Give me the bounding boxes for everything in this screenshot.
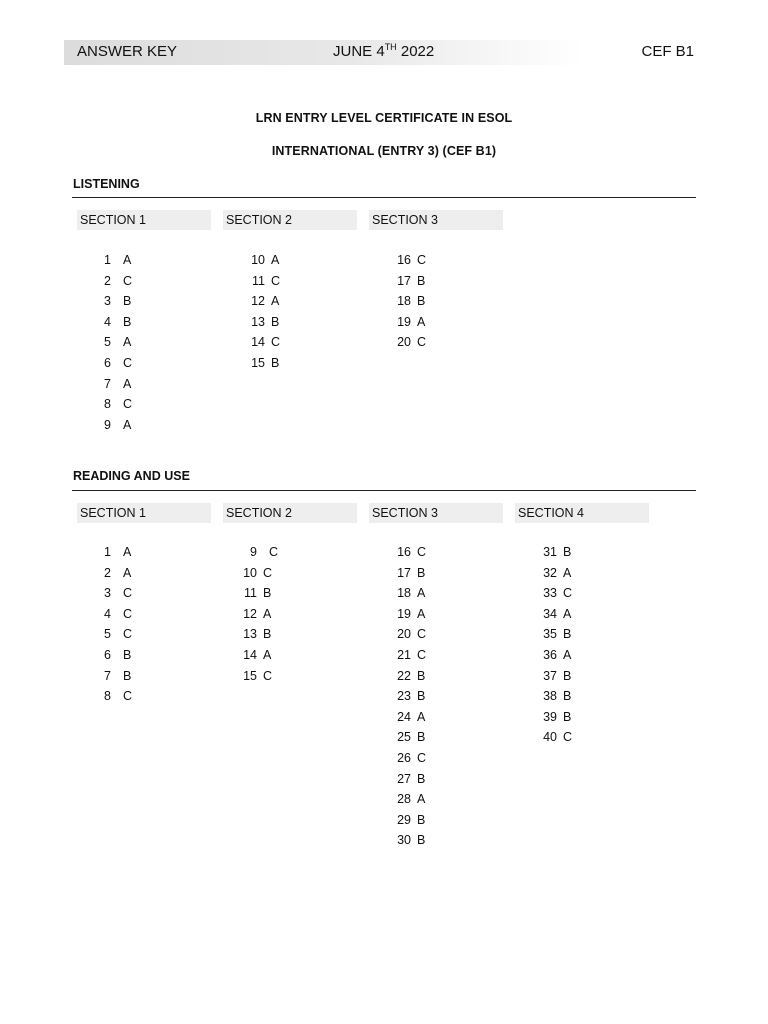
question-number: 6 [104, 355, 111, 370]
answer-row [91, 355, 171, 376]
question-number: 5 [104, 335, 111, 350]
question-number: 20 [397, 335, 411, 350]
answer-letter: B [563, 545, 572, 559]
question-number: 19 [397, 314, 411, 329]
answer-row [391, 585, 471, 606]
answer-letter: B [417, 812, 426, 827]
question-number: 2 [104, 565, 111, 580]
answer-row [245, 334, 325, 355]
answer-row [237, 544, 317, 565]
question-number: 39 [543, 709, 557, 724]
answer-letter: A [123, 335, 132, 350]
question-number: 33 [543, 586, 557, 601]
question-number: 30 [397, 833, 411, 848]
question-number: 4 [104, 606, 111, 621]
answer-row [245, 314, 325, 335]
answer-row [391, 606, 471, 627]
question-number: 7 [104, 376, 111, 391]
listening-section-3-header: SECTION 3 [369, 210, 503, 230]
answer-letter: C [271, 335, 281, 350]
answer-letter: A [271, 253, 280, 267]
answer-row [91, 688, 171, 709]
question-number: 14 [251, 335, 265, 350]
question-number: 14 [243, 647, 257, 662]
question-number: 13 [243, 627, 257, 642]
answer-letter: B [123, 668, 132, 683]
answer-row [91, 544, 171, 565]
question-number: 29 [397, 812, 411, 827]
answer-letter: C [417, 627, 427, 642]
answer-letter: C [123, 355, 133, 370]
question-number: 12 [243, 606, 257, 621]
answer-letter: A [123, 253, 132, 267]
answer-row [391, 832, 471, 853]
answer-letter: B [417, 294, 426, 309]
answer-row [391, 544, 471, 565]
answer-letter: B [563, 627, 572, 642]
listening-section-3-answers [391, 252, 471, 355]
answer-letter: B [417, 771, 426, 786]
answer-letter: B [123, 314, 132, 329]
question-number: 17 [397, 565, 411, 580]
question-number: 3 [104, 586, 111, 601]
answer-letter: A [123, 565, 132, 580]
question-number: 16 [397, 545, 411, 559]
answer-row [91, 396, 171, 417]
answer-letter: B [417, 730, 426, 745]
answer-letter: A [123, 545, 132, 559]
answer-row [237, 668, 317, 689]
answer-row [537, 544, 617, 565]
question-number: 32 [543, 565, 557, 580]
question-number: 1 [104, 545, 111, 559]
reading-section-3-answers [391, 544, 471, 853]
listening-section-1-answers [91, 252, 171, 437]
answer-letter: A [123, 417, 132, 432]
answer-row [237, 647, 317, 668]
answer-row [91, 668, 171, 689]
question-number: 1 [104, 253, 111, 267]
answer-letter: A [123, 376, 132, 391]
answer-letter: C [123, 606, 133, 621]
answer-row [245, 252, 325, 273]
question-number: 37 [543, 668, 557, 683]
listening-rule [72, 197, 696, 198]
question-number: 31 [543, 545, 557, 559]
answer-row [391, 729, 471, 750]
answer-letter: B [563, 709, 572, 724]
answer-letter: C [123, 689, 133, 704]
answer-row [537, 606, 617, 627]
question-number: 2 [104, 273, 111, 288]
answer-row [391, 688, 471, 709]
question-number: 11 [244, 586, 257, 601]
question-number: 17 [397, 273, 411, 288]
answer-letter: A [563, 606, 572, 621]
answer-row [91, 252, 171, 273]
header-date-prefix: JUNE 4 [333, 43, 385, 60]
answer-row [391, 750, 471, 771]
answer-row [91, 565, 171, 586]
header-date-sup: TH [384, 42, 397, 52]
question-number: 16 [397, 253, 411, 267]
question-number: 27 [397, 771, 411, 786]
question-number: 28 [397, 792, 411, 807]
header-date [333, 43, 434, 61]
answer-letter: C [563, 730, 573, 745]
answer-letter: A [417, 586, 426, 601]
answer-letter: B [417, 273, 426, 288]
question-number: 15 [251, 355, 265, 370]
answer-row [391, 668, 471, 689]
answer-row [537, 729, 617, 750]
answer-row [237, 626, 317, 647]
question-number: 8 [104, 689, 111, 704]
question-number: 15 [243, 668, 257, 683]
answer-row [537, 585, 617, 606]
reading-section-3-header: SECTION 3 [369, 503, 503, 523]
answer-letter: B [263, 627, 272, 642]
answer-letter: B [417, 689, 426, 704]
answer-row [391, 252, 471, 273]
answer-letter: B [563, 668, 572, 683]
question-number: 8 [104, 397, 111, 412]
listening-section-2-answers [245, 252, 325, 376]
answer-letter: B [417, 668, 426, 683]
answer-row [537, 565, 617, 586]
answer-letter: A [417, 314, 426, 329]
question-number: 11 [252, 273, 265, 288]
answer-letter: C [263, 565, 273, 580]
answer-letter: A [417, 709, 426, 724]
question-number: 18 [397, 586, 411, 601]
answer-row [245, 273, 325, 294]
answer-row [91, 314, 171, 335]
answer-row [237, 565, 317, 586]
answer-row [391, 314, 471, 335]
header-date-suffix: 2022 [396, 43, 435, 60]
question-number: 35 [543, 627, 557, 642]
answer-letter: B [271, 314, 280, 329]
question-number: 18 [397, 294, 411, 309]
answer-row [91, 647, 171, 668]
answer-row [391, 791, 471, 812]
answer-letter: C [269, 545, 279, 559]
answer-letter: A [263, 606, 272, 621]
answer-row [91, 376, 171, 397]
reading-section-2-header: SECTION 2 [223, 503, 357, 523]
answer-row [391, 626, 471, 647]
question-number: 4 [104, 314, 111, 329]
header-answer-key: ANSWER KEY [77, 43, 178, 60]
answer-row [391, 709, 471, 730]
question-number: 20 [397, 627, 411, 642]
reading-section-1-header: SECTION 1 [77, 503, 211, 523]
reading-section-4-answers [537, 544, 617, 750]
question-number: 40 [543, 730, 557, 745]
answer-letter: B [417, 833, 426, 848]
answer-row [237, 585, 317, 606]
answer-row [391, 273, 471, 294]
answer-letter: A [563, 647, 572, 662]
question-number: 22 [397, 668, 411, 683]
answer-letter: A [271, 294, 280, 309]
answer-letter: C [123, 397, 133, 412]
question-number: 21 [397, 647, 411, 662]
listening-section-1-header: SECTION 1 [77, 210, 211, 230]
answer-letter: A [263, 647, 272, 662]
question-number: 26 [397, 750, 411, 765]
answer-letter: A [417, 606, 426, 621]
reading-section-1-answers [91, 544, 171, 709]
answer-letter: C [417, 545, 427, 559]
question-number: 7 [104, 668, 111, 683]
answer-row [91, 417, 171, 438]
answer-letter: C [417, 253, 427, 267]
answer-row [91, 293, 171, 314]
answer-row [245, 293, 325, 314]
answer-row [391, 565, 471, 586]
answer-row [391, 334, 471, 355]
question-number: 6 [104, 647, 111, 662]
answer-letter: C [417, 750, 427, 765]
reading-rule [72, 490, 696, 491]
answer-row [391, 812, 471, 833]
answer-row [91, 626, 171, 647]
answer-row [537, 647, 617, 668]
question-number: 38 [543, 689, 557, 704]
reading-title: READING AND USE [73, 469, 190, 483]
question-number: 24 [397, 709, 411, 724]
answer-row [537, 709, 617, 730]
question-number: 36 [543, 647, 557, 662]
answer-row [391, 647, 471, 668]
answer-letter: B [123, 294, 132, 309]
answer-letter: C [417, 647, 427, 662]
question-number: 3 [104, 294, 111, 309]
reading-section-4-header: SECTION 4 [515, 503, 649, 523]
document-title: LRN ENTRY LEVEL CERTIFICATE IN ESOL [255, 111, 513, 125]
answer-letter: C [123, 627, 133, 642]
answer-row [91, 334, 171, 355]
answer-row [391, 771, 471, 792]
answer-row [537, 668, 617, 689]
question-number: 34 [543, 606, 557, 621]
question-number: 25 [397, 730, 411, 745]
answer-letter: B [263, 586, 272, 601]
answer-letter: B [123, 647, 132, 662]
question-number: 13 [251, 314, 265, 329]
answer-row [537, 626, 617, 647]
answer-row [237, 606, 317, 627]
listening-section-2-header: SECTION 2 [223, 210, 357, 230]
question-number: 19 [397, 606, 411, 621]
answer-letter: C [263, 668, 273, 683]
reading-section-2-answers [237, 544, 317, 688]
answer-letter: A [563, 565, 572, 580]
header-level: CEF B1 [641, 43, 694, 60]
answer-letter: C [123, 273, 133, 288]
answer-row [91, 606, 171, 627]
answer-letter: B [563, 689, 572, 704]
answer-row [245, 355, 325, 376]
question-number: 10 [251, 253, 265, 267]
answer-letter: A [417, 792, 426, 807]
listening-title: LISTENING [73, 177, 140, 191]
question-number: 12 [251, 294, 265, 309]
answer-letter: B [271, 355, 280, 370]
answer-row [91, 585, 171, 606]
answer-letter: C [563, 586, 573, 601]
document-subtitle: INTERNATIONAL (ENTRY 3) (CEF B1) [271, 144, 497, 158]
answer-letter: C [417, 335, 427, 350]
question-number: 9 [250, 545, 257, 559]
answer-letter: C [123, 586, 133, 601]
answer-row [91, 273, 171, 294]
question-number: 9 [104, 417, 111, 432]
question-number: 23 [397, 689, 411, 704]
answer-letter: B [417, 565, 426, 580]
answer-letter: C [271, 273, 281, 288]
answer-row [537, 688, 617, 709]
question-number: 10 [243, 565, 257, 580]
answer-row [391, 293, 471, 314]
question-number: 5 [104, 627, 111, 642]
